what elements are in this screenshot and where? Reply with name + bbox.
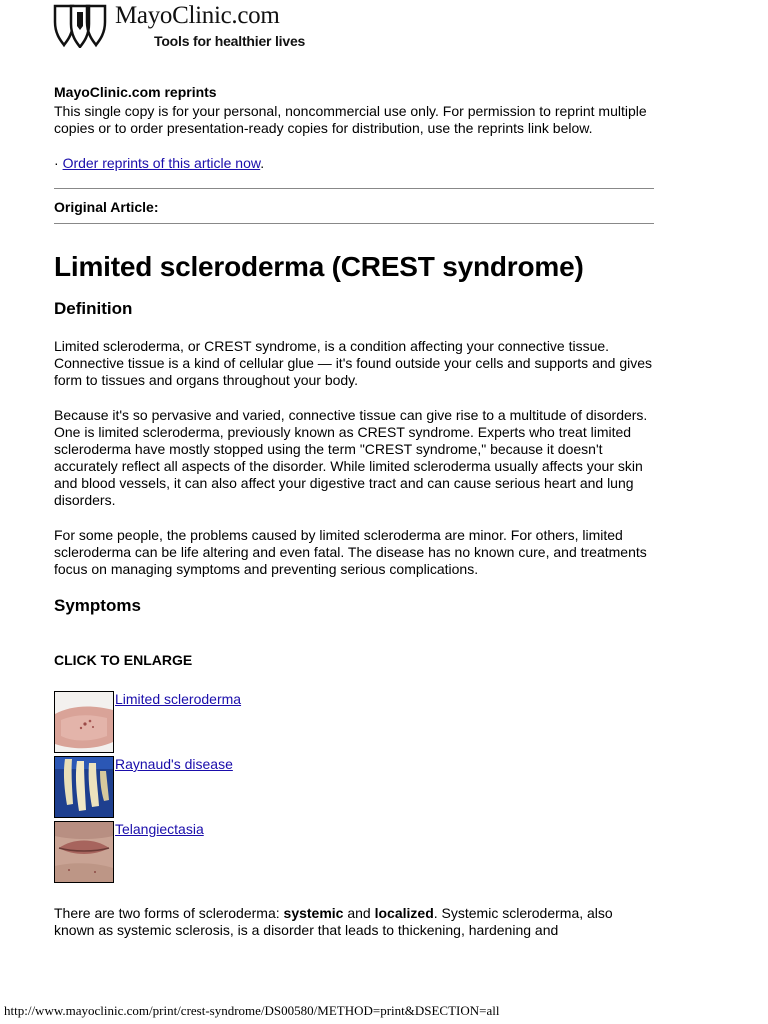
fingers-image bbox=[55, 757, 113, 817]
article-title: Limited scleroderma (CREST syndrome) bbox=[54, 251, 584, 282]
raynauds-disease-thumbnail[interactable] bbox=[54, 756, 114, 818]
paragraph-forms bbox=[54, 905, 654, 939]
telangiectasia-thumbnail[interactable] bbox=[54, 821, 114, 883]
bullet: · bbox=[54, 155, 59, 171]
limited-scleroderma-thumbnail[interactable] bbox=[54, 691, 114, 753]
image-thumbnail-list bbox=[54, 691, 654, 883]
site-tagline: Tools for healthier lives bbox=[154, 33, 306, 49]
divider-bottom bbox=[54, 223, 654, 224]
thumbnail-row bbox=[54, 691, 654, 753]
reprints-title: MayoClinic.com reprints bbox=[54, 84, 217, 100]
skin-hand-image bbox=[55, 692, 113, 752]
systemic-bold: systemic bbox=[283, 905, 344, 921]
thumbnail-row bbox=[54, 756, 654, 818]
raynauds-disease-link[interactable]: Raynaud's disease bbox=[115, 756, 233, 772]
forms-text-2: and bbox=[343, 905, 375, 921]
reprints-text: This single copy is for your personal, noncommercial use only. For permission to reprint multiple copies or to order presentation-ready copies for distribution, use the reprints link below. bbox=[54, 103, 647, 136]
telangiectasia-link[interactable]: Telangiectasia bbox=[115, 821, 204, 837]
localized-bold: localized bbox=[374, 905, 434, 921]
order-reprints-line bbox=[54, 155, 654, 172]
original-article-label: Original Article: bbox=[54, 199, 159, 215]
link-suffix: . bbox=[260, 155, 265, 171]
limited-scleroderma-link[interactable]: Limited scleroderma bbox=[115, 691, 242, 707]
article-content bbox=[54, 83, 654, 939]
definition-heading: Definition bbox=[54, 299, 133, 318]
paragraph-3: For some people, the problems caused by limited scleroderma are minor. For others, limited scleroderma can be life altering and even fatal. The disease has no known cure, and treatments focus on managing symptoms and preventing serious complications. bbox=[54, 527, 647, 577]
lips-image bbox=[55, 822, 113, 882]
forms-text-3: . Systemic scleroderma, also known as systemic sclerosis, is a disorder that leads to thickening, hardening and bbox=[54, 905, 613, 938]
paragraph-1: Limited scleroderma, or CREST syndrome, is a condition affecting your connective tissue. Connective tissue is a kind of cellular glue — it's found outside your cells and supports and gives form to tissues and organs throughout your body. bbox=[54, 338, 653, 388]
order-reprints-link[interactable]: Order reprints of this article now bbox=[62, 155, 261, 171]
click-to-enlarge-label: CLICK TO ENLARGE bbox=[54, 652, 193, 668]
site-logo bbox=[53, 2, 333, 52]
forms-text-1: There are two forms of scleroderma: bbox=[54, 905, 284, 921]
divider-top bbox=[54, 188, 654, 189]
paragraph-2: Because it's so pervasive and varied, connective tissue can give rise to a multitude of disorders. One is limited scleroderma, previously known as CREST syndrome. Experts who treat limited scleroderma have mostly stopped using the term "CREST syndrome," because it doesn't accurately reflect all aspects of the disorder. While limited scleroderma usually affects your skin and blood vessels, it can also affect your digestive tract and can cause serious heart and lung disorders. bbox=[54, 407, 648, 508]
symptoms-heading: Symptoms bbox=[54, 596, 141, 615]
mayo-shields-icon bbox=[53, 2, 107, 48]
site-name: MayoClinic.com bbox=[115, 2, 280, 29]
print-url-footer: http://www.mayoclinic.com/print/crest-syndrome/DS00580/METHOD=print&DSECTION=all bbox=[4, 1003, 500, 1018]
thumbnail-row bbox=[54, 821, 654, 883]
